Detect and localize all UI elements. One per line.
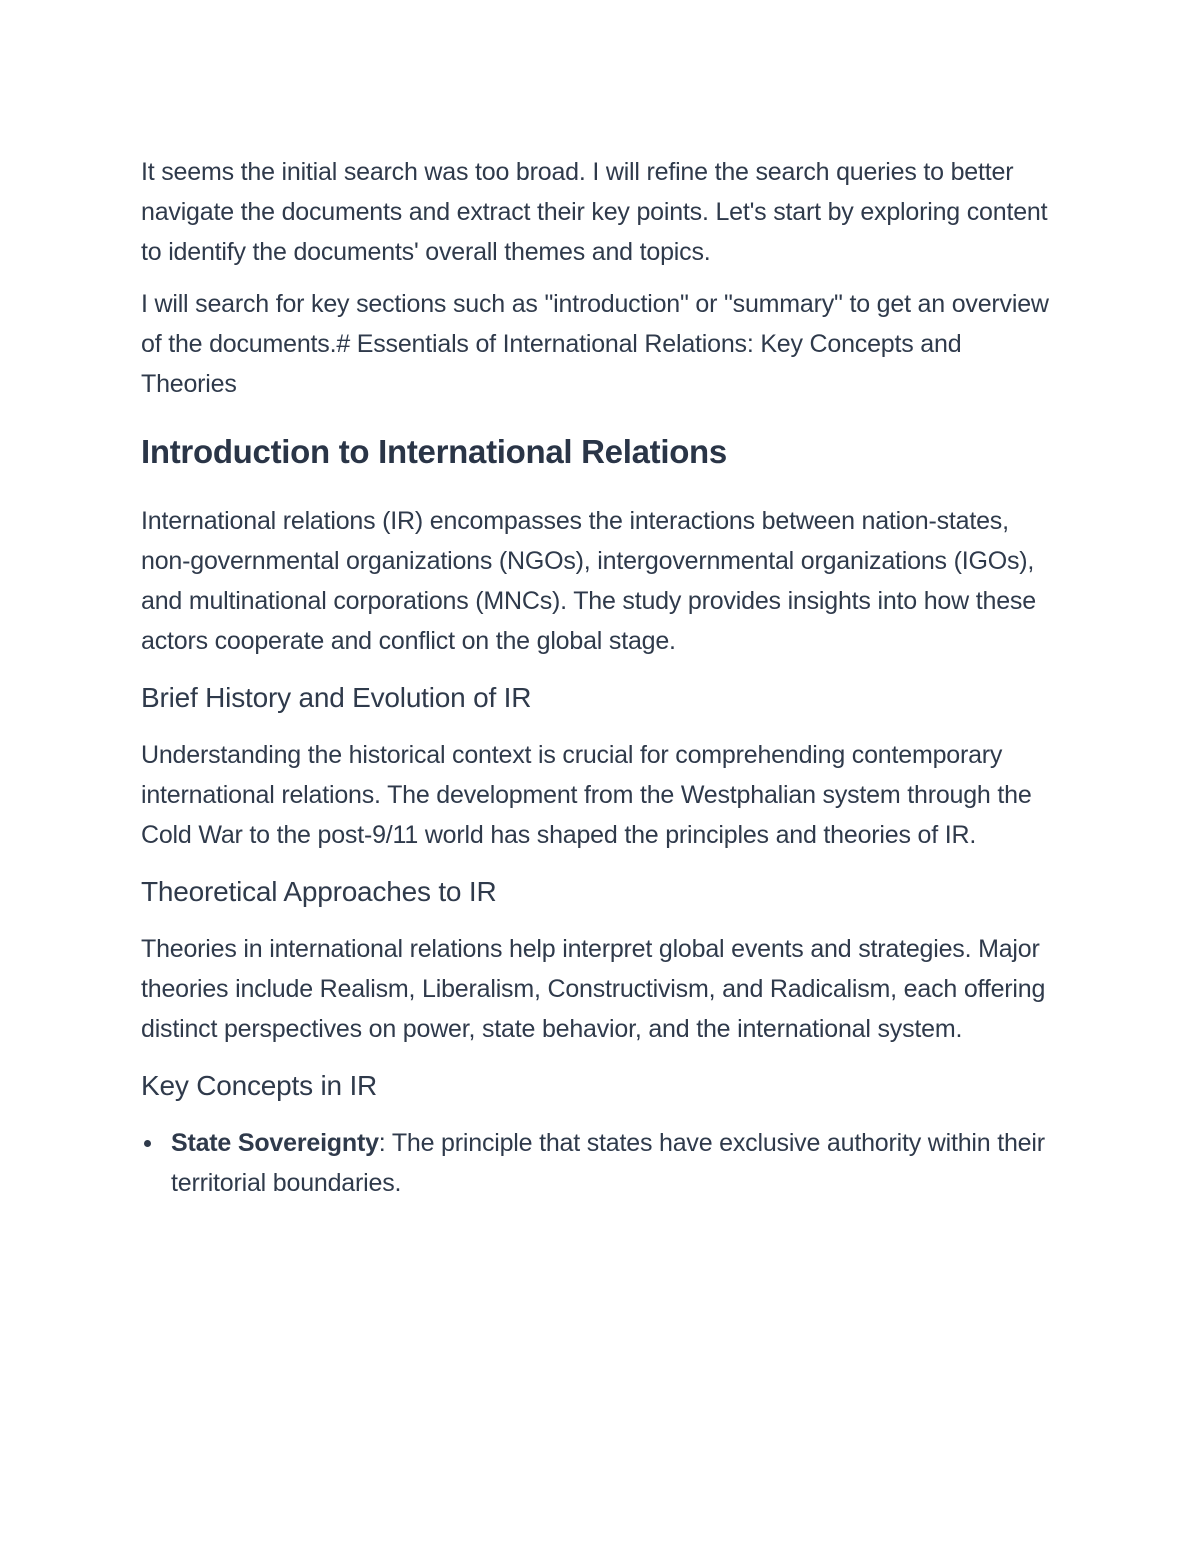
list-item — [141, 1123, 1061, 1203]
document-page — [141, 152, 1061, 1203]
main-heading: Introduction to International Relations — [141, 433, 727, 470]
bullet-icon — [144, 1140, 151, 1147]
concept-term: State Sovereignty — [171, 1129, 379, 1157]
main-paragraph: International relations (IR) encompasses the interactions between nation-states, non-governmental organizations (NGOs), intergovernmental organizations (IGOs), and multinational corporations (MNCs). The study provides insights into how these actors cooperate and conflict on the global stage. — [141, 507, 1036, 655]
section-text-history: Understanding the historical context is crucial for comprehending contemporary international relations. The development from the Westphalian system through the Cold War to the post-9/11 world has shaped the principles and theories of IR. — [141, 741, 1032, 849]
key-concepts-list — [141, 1123, 1061, 1203]
section-heading-history: Brief History and Evolution of IR — [141, 682, 532, 713]
intro-paragraph-1: It seems the initial search was too broad. I will refine the search queries to better navigate the documents and extract their key points. Let's start by exploring content to identify the documents' overall themes and topics. — [141, 158, 1048, 266]
section-heading-theories: Theoretical Approaches to IR — [141, 876, 497, 907]
section-text-theories: Theories in international relations help interpret global events and strategies. Major theories include Realism, Liberalism, Constructivism, and Radicalism, each offering distinct perspectives on power, state behavior, and the international system. — [141, 935, 1046, 1043]
section-heading-key-concepts: Key Concepts in IR — [141, 1070, 378, 1101]
concept-definition: : The principle that states have exclusive authority within their territorial boundaries. — [171, 1129, 1045, 1197]
intro-paragraph-2: I will search for key sections such as "introduction" or "summary" to get an overview of the documents.# Essentials of International Relations: Key Concepts and Theories — [141, 290, 1049, 398]
